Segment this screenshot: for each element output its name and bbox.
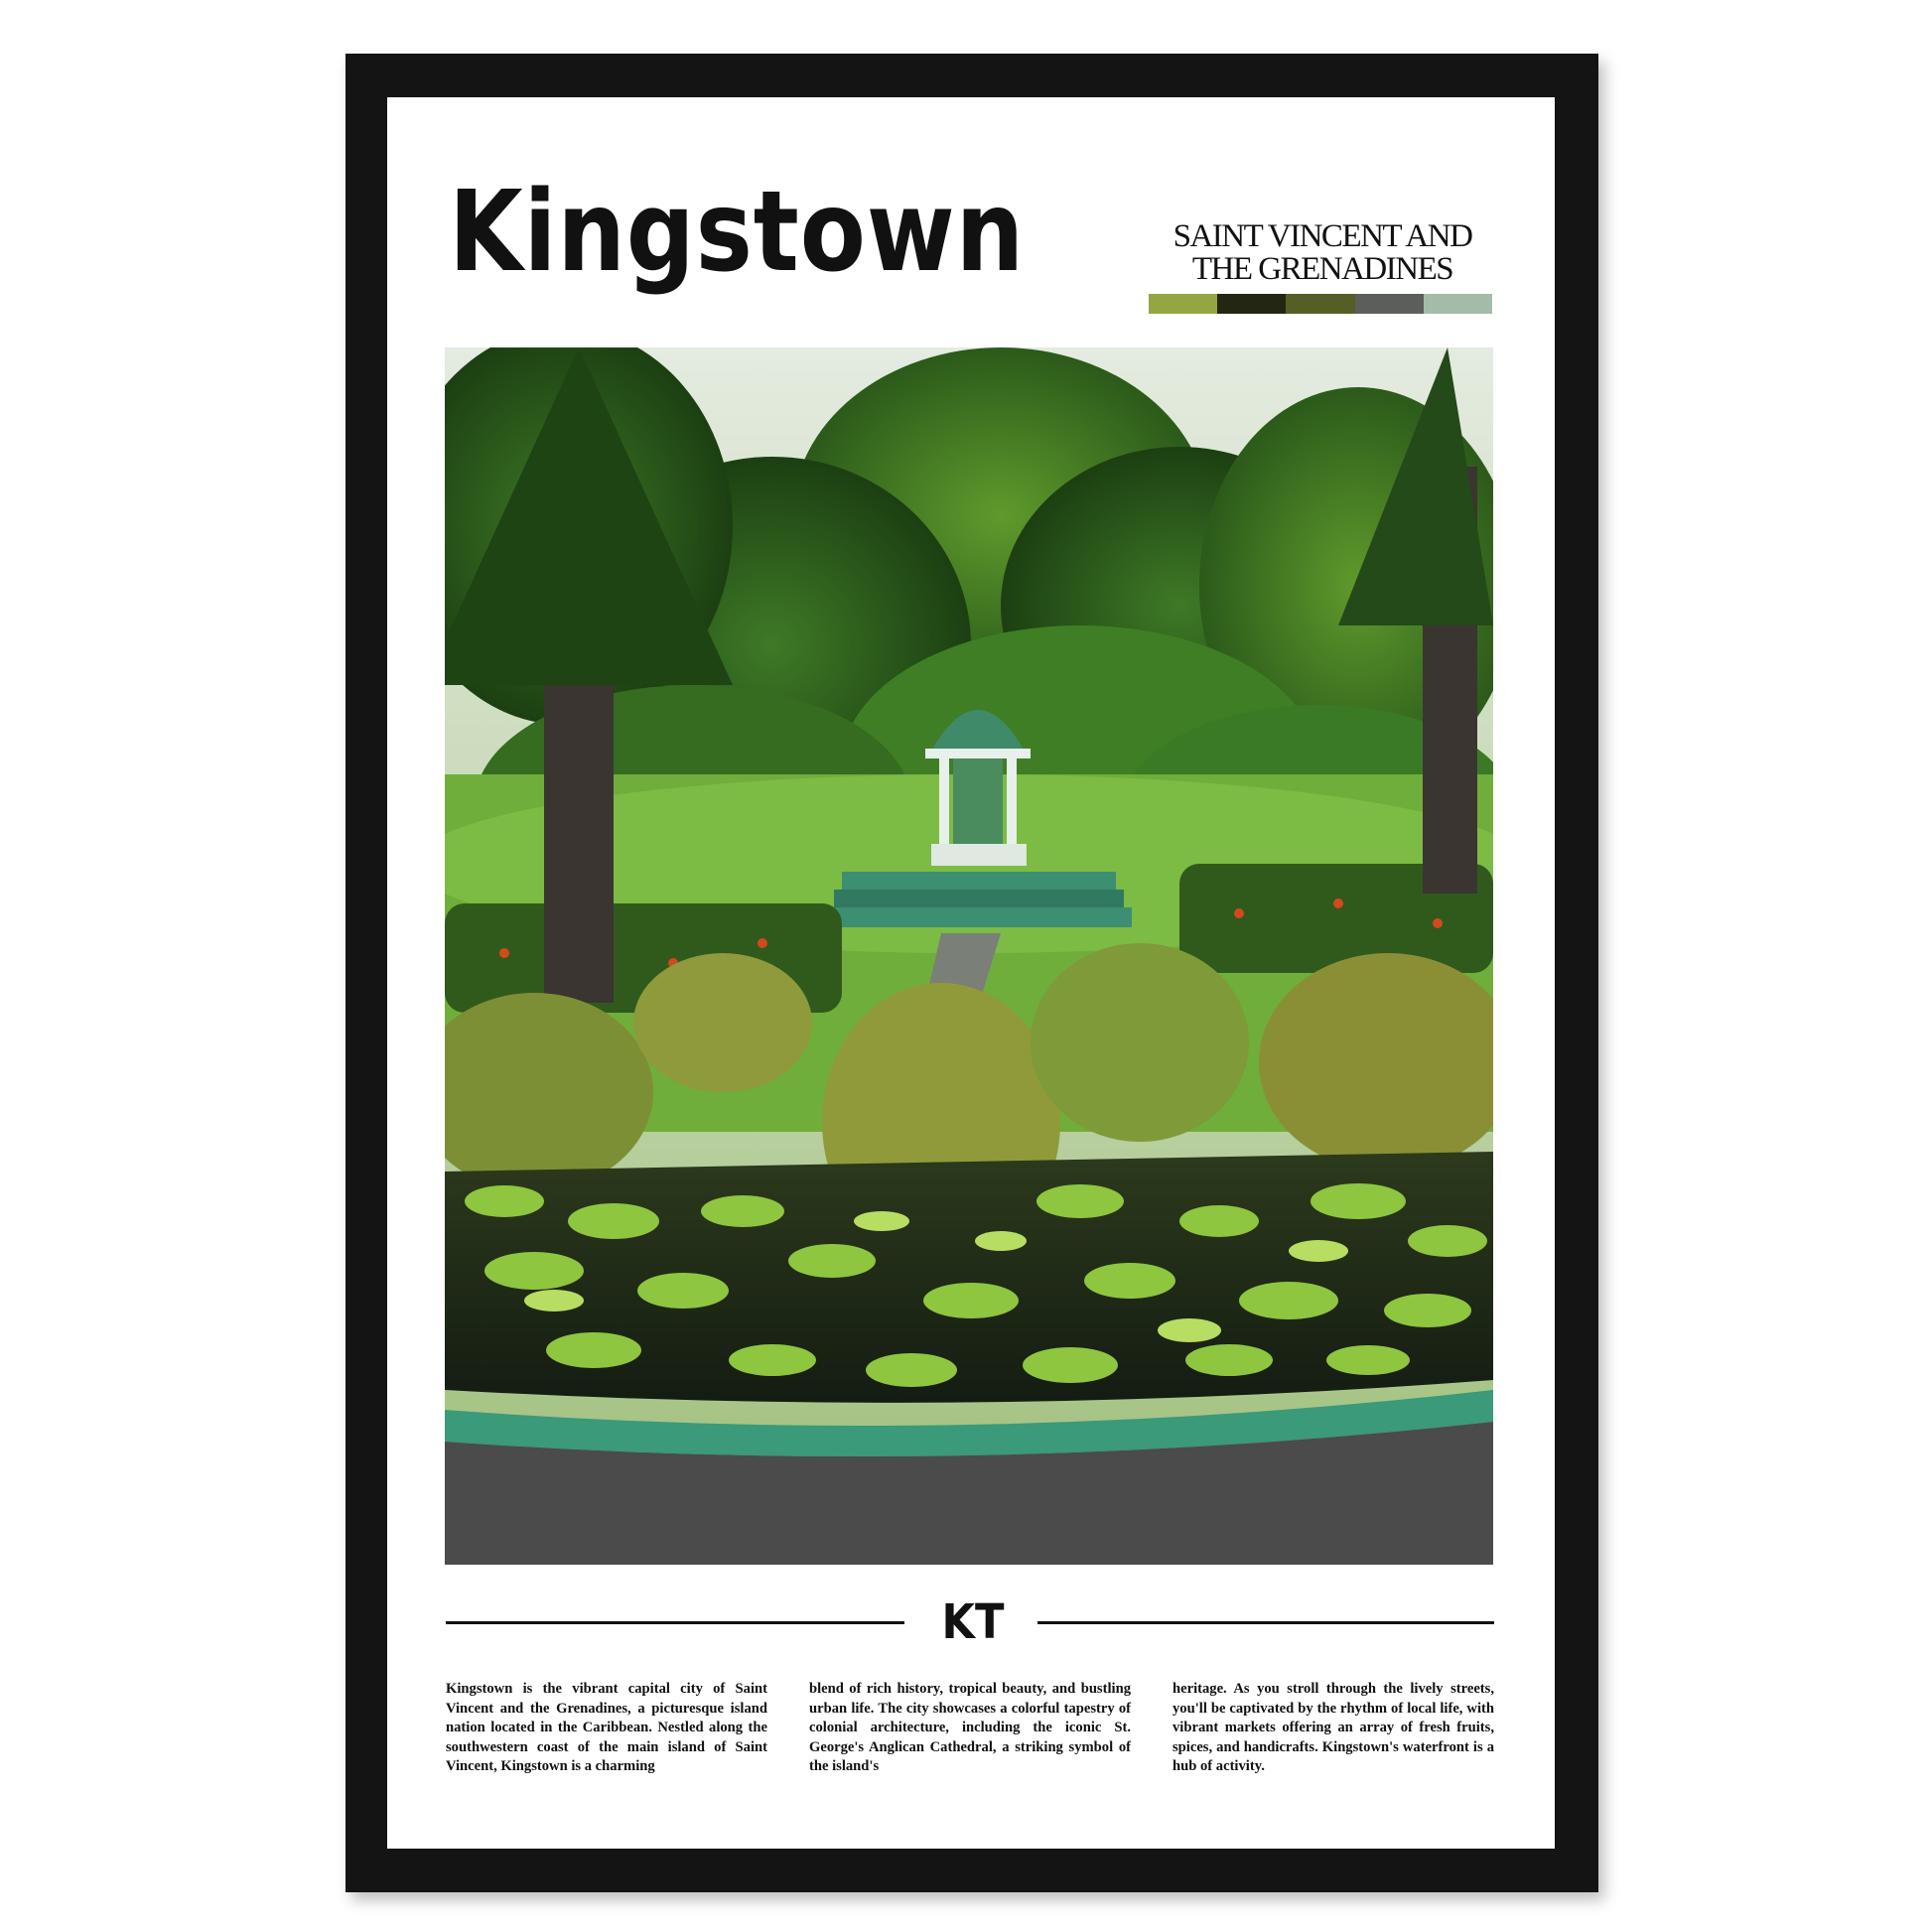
palette-swatch-2 xyxy=(1217,294,1286,314)
palette-swatch-1 xyxy=(1149,294,1217,314)
country-name-line-2: THE GRENADINES xyxy=(1191,251,1453,287)
country-name-line-1: SAINT VINCENT AND xyxy=(1173,218,1472,254)
palette-swatch-4 xyxy=(1355,294,1424,314)
poster-title: Kingstown xyxy=(449,168,1026,297)
palette-swatch-3 xyxy=(1286,294,1354,314)
country-name xyxy=(1147,220,1498,286)
city-code: KT xyxy=(941,1594,1005,1650)
divider-left xyxy=(446,1621,904,1624)
divider-right xyxy=(1037,1621,1494,1624)
palette-swatch-5 xyxy=(1424,294,1492,314)
garden-painting xyxy=(445,347,1493,1565)
description-column-1: Kingstown is the vibrant capital city of Saint Vincent and the Grenadines, a picturesque island nation located in the Caribbean. Nestled along the southwestern coast of the main island of Saint Vincent, Kingstown is a charming xyxy=(446,1681,767,1775)
description-column-3: heritage. As you stroll through the lively streets, you'll be captivated by the rhythm of local life, with vibrant markets offering an array of fresh fruits, spices, and handicrafts. Kingstown's waterfront is a hub of activity. xyxy=(1173,1681,1494,1775)
description-column-2: blend of rich history, tropical beauty, and bustling urban life. The city showcases a colorful tapestry of colonial architecture, including the iconic St. George's Anglican Cathedral, a striking symbol of the island's xyxy=(809,1681,1131,1775)
color-palette xyxy=(1149,294,1492,314)
